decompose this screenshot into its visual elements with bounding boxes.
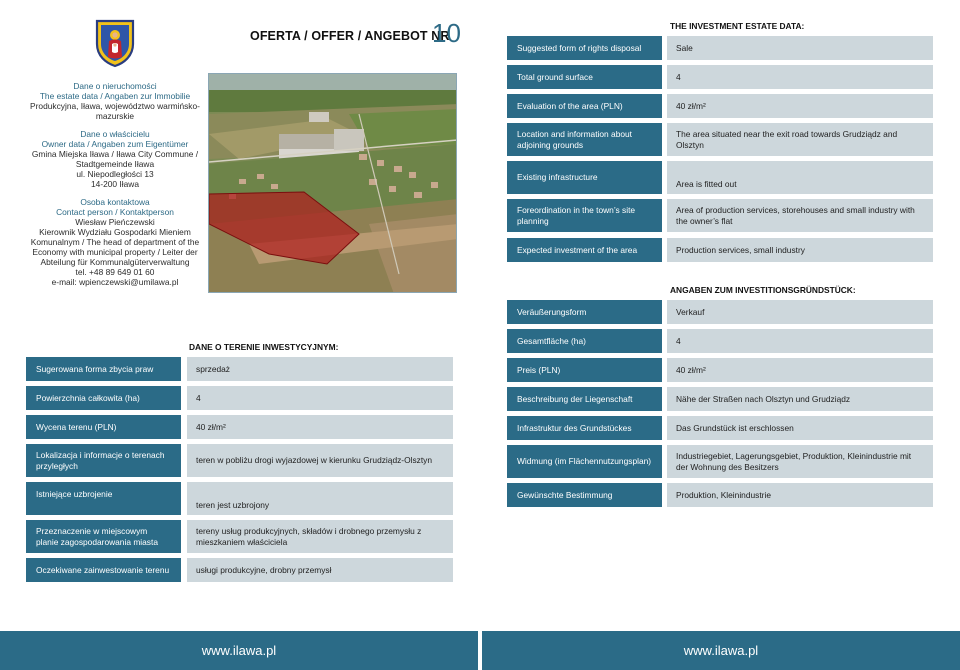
en-row-value: Sale — [667, 36, 933, 60]
de-row-label: Gewünschte Bestimmung — [507, 483, 662, 507]
pl-row-label: Istniejące uzbrojenie — [26, 482, 181, 515]
footer-left — [0, 631, 478, 670]
de-row-value: Produktion, Kleinindustrie — [667, 483, 933, 507]
en-row-value: The area situated near the exit road towards Grudziądz and Olsztyn — [667, 123, 933, 156]
de-row-label: Gesamtfläche (ha) — [507, 329, 662, 353]
contact-info-heading-en-de: Contact person / Kontaktperson — [56, 207, 174, 217]
en-row-value: Area of production services, storehouses and small industry with the owner’s flat — [667, 199, 933, 232]
estate-info-heading-pl: Dane o nieruchomości — [73, 81, 157, 91]
owner-info-line: ul. Niepodległości 13 — [76, 169, 154, 179]
contact-name: Wiesław Pieńczewski — [75, 217, 155, 227]
en-row-value: Area is fitted out — [667, 161, 933, 194]
pl-row-label: Lokalizacja i informacje o terenach przyległych — [26, 444, 181, 477]
de-row-value: Das Grundstück ist erschlossen — [667, 416, 933, 440]
owner-info-line: 14-200 Iława — [91, 179, 139, 189]
city-coat-of-arms — [94, 18, 136, 68]
footer-website-link[interactable]: www.ilawa.pl — [201, 643, 277, 658]
pl-row-value: teren w pobliżu drogi wyjazdowej w kierunku Grudziądz-Olsztyn — [187, 444, 453, 477]
offer-label: OFERTA / OFFER / ANGEBOT NR — [250, 29, 450, 43]
pl-row-value: tereny usług produkcyjnych, składów i drobnego przemysłu z mieszkaniem właściciela — [187, 520, 453, 553]
de-row-label: Infrastruktur des Grundstückes — [507, 416, 662, 440]
en-row-label: Evaluation of the area (PLN) — [507, 94, 662, 118]
pl-row-label: Sugerowana forma zbycia praw — [26, 357, 181, 381]
de-row-label: Widmung (im Flächennutzungsplan) — [507, 445, 662, 478]
en-row-label: Foreordination in the town’s site planning — [507, 199, 662, 232]
owner-info-line: Gmina Miejska Iława / Iława City Commune / — [31, 149, 199, 159]
contact-info-line: Economy with municipal property / Leiter der — [32, 247, 198, 257]
owner-info — [22, 129, 208, 189]
contact-info-heading-pl: Osoba kontaktowa — [80, 197, 150, 207]
aerial-photo — [208, 73, 457, 293]
estate-info — [22, 81, 208, 121]
en-row-label: Total ground surface — [507, 65, 662, 89]
en-section-title: THE INVESTMENT ESTATE DATA: — [670, 21, 805, 31]
footer-website-link[interactable]: www.ilawa.pl — [683, 643, 759, 658]
contact-phone: tel. +48 89 649 01 60 — [75, 267, 155, 277]
de-row-value: Industriegebiet, Lagerungsgebiet, Produktion, Kleinindustrie mit der Wohnung des Besitzers — [667, 445, 933, 478]
pl-row-value: usługi produkcyjne, drobny przemysł — [187, 558, 453, 582]
pl-section-title: DANE O TERENIE INWESTYCYJNYM: — [189, 342, 339, 352]
owner-info-heading-pl: Dane o właścicielu — [80, 129, 150, 139]
pl-row-value: teren jest uzbrojony — [187, 482, 453, 515]
owner-info-line: Stadtgemeinde Iława — [75, 159, 155, 169]
contact-info — [22, 197, 208, 287]
de-section-title: ANGABEN ZUM INVESTITIONSGRÜNDSTÜCK: — [670, 285, 856, 295]
estate-info-heading-en-de: The estate data / Angaben zur Immobilie — [39, 91, 191, 101]
de-row-label: Beschreibung der Liegenschaft — [507, 387, 662, 411]
pl-row-value: sprzedaż — [187, 357, 453, 381]
de-row-value: 40 zł/m² — [667, 358, 933, 382]
contact-email[interactable]: e-mail: wpienczewski@umilawa.pl — [51, 277, 179, 287]
en-row-label: Existing infrastructure — [507, 161, 662, 194]
en-row-value: 40 zł/m² — [667, 94, 933, 118]
pl-row-label: Powierzchnia całkowita (ha) — [26, 386, 181, 410]
offer-header — [250, 18, 470, 48]
estate-info-line: mazurskie — [95, 111, 135, 121]
offer-number: 10 — [432, 18, 461, 48]
footer-right — [482, 631, 960, 670]
pl-row-value: 40 zł/m² — [187, 415, 453, 439]
estate-info-line: Produkcyjna, Iława, województwo warmińsko- — [30, 101, 200, 111]
en-row-label: Suggested form of rights disposal — [507, 36, 662, 60]
pl-row-value: 4 — [187, 386, 453, 410]
contact-info-line: Komunalnym / The head of department of the — [30, 237, 200, 247]
de-row-value: Verkauf — [667, 300, 933, 324]
owner-info-heading-en-de: Owner data / Angaben zum Eigentümer — [41, 139, 189, 149]
de-row-value: 4 — [667, 329, 933, 353]
pl-row-label: Wycena terenu (PLN) — [26, 415, 181, 439]
pl-row-label: Przeznaczenie w miejscowym planie zagospodarowania miasta — [26, 520, 181, 553]
en-row-label: Location and information about adjoining grounds — [507, 123, 662, 156]
contact-info-line: Kierownik Wydziału Gospodarki Mieniem — [39, 227, 191, 237]
en-row-label: Expected investment of the area — [507, 238, 662, 262]
en-row-value: Production services, small industry — [667, 238, 933, 262]
pl-row-label: Oczekiwane zainwestowanie terenu — [26, 558, 181, 582]
de-row-label: Veräußerungsform — [507, 300, 662, 324]
contact-info-line: Abteilung für Kommunalgüterverwaltung — [40, 257, 190, 267]
de-row-label: Preis (PLN) — [507, 358, 662, 382]
de-row-value: Nähe der Straßen nach Olsztyn und Grudziądz — [667, 387, 933, 411]
en-row-value: 4 — [667, 65, 933, 89]
